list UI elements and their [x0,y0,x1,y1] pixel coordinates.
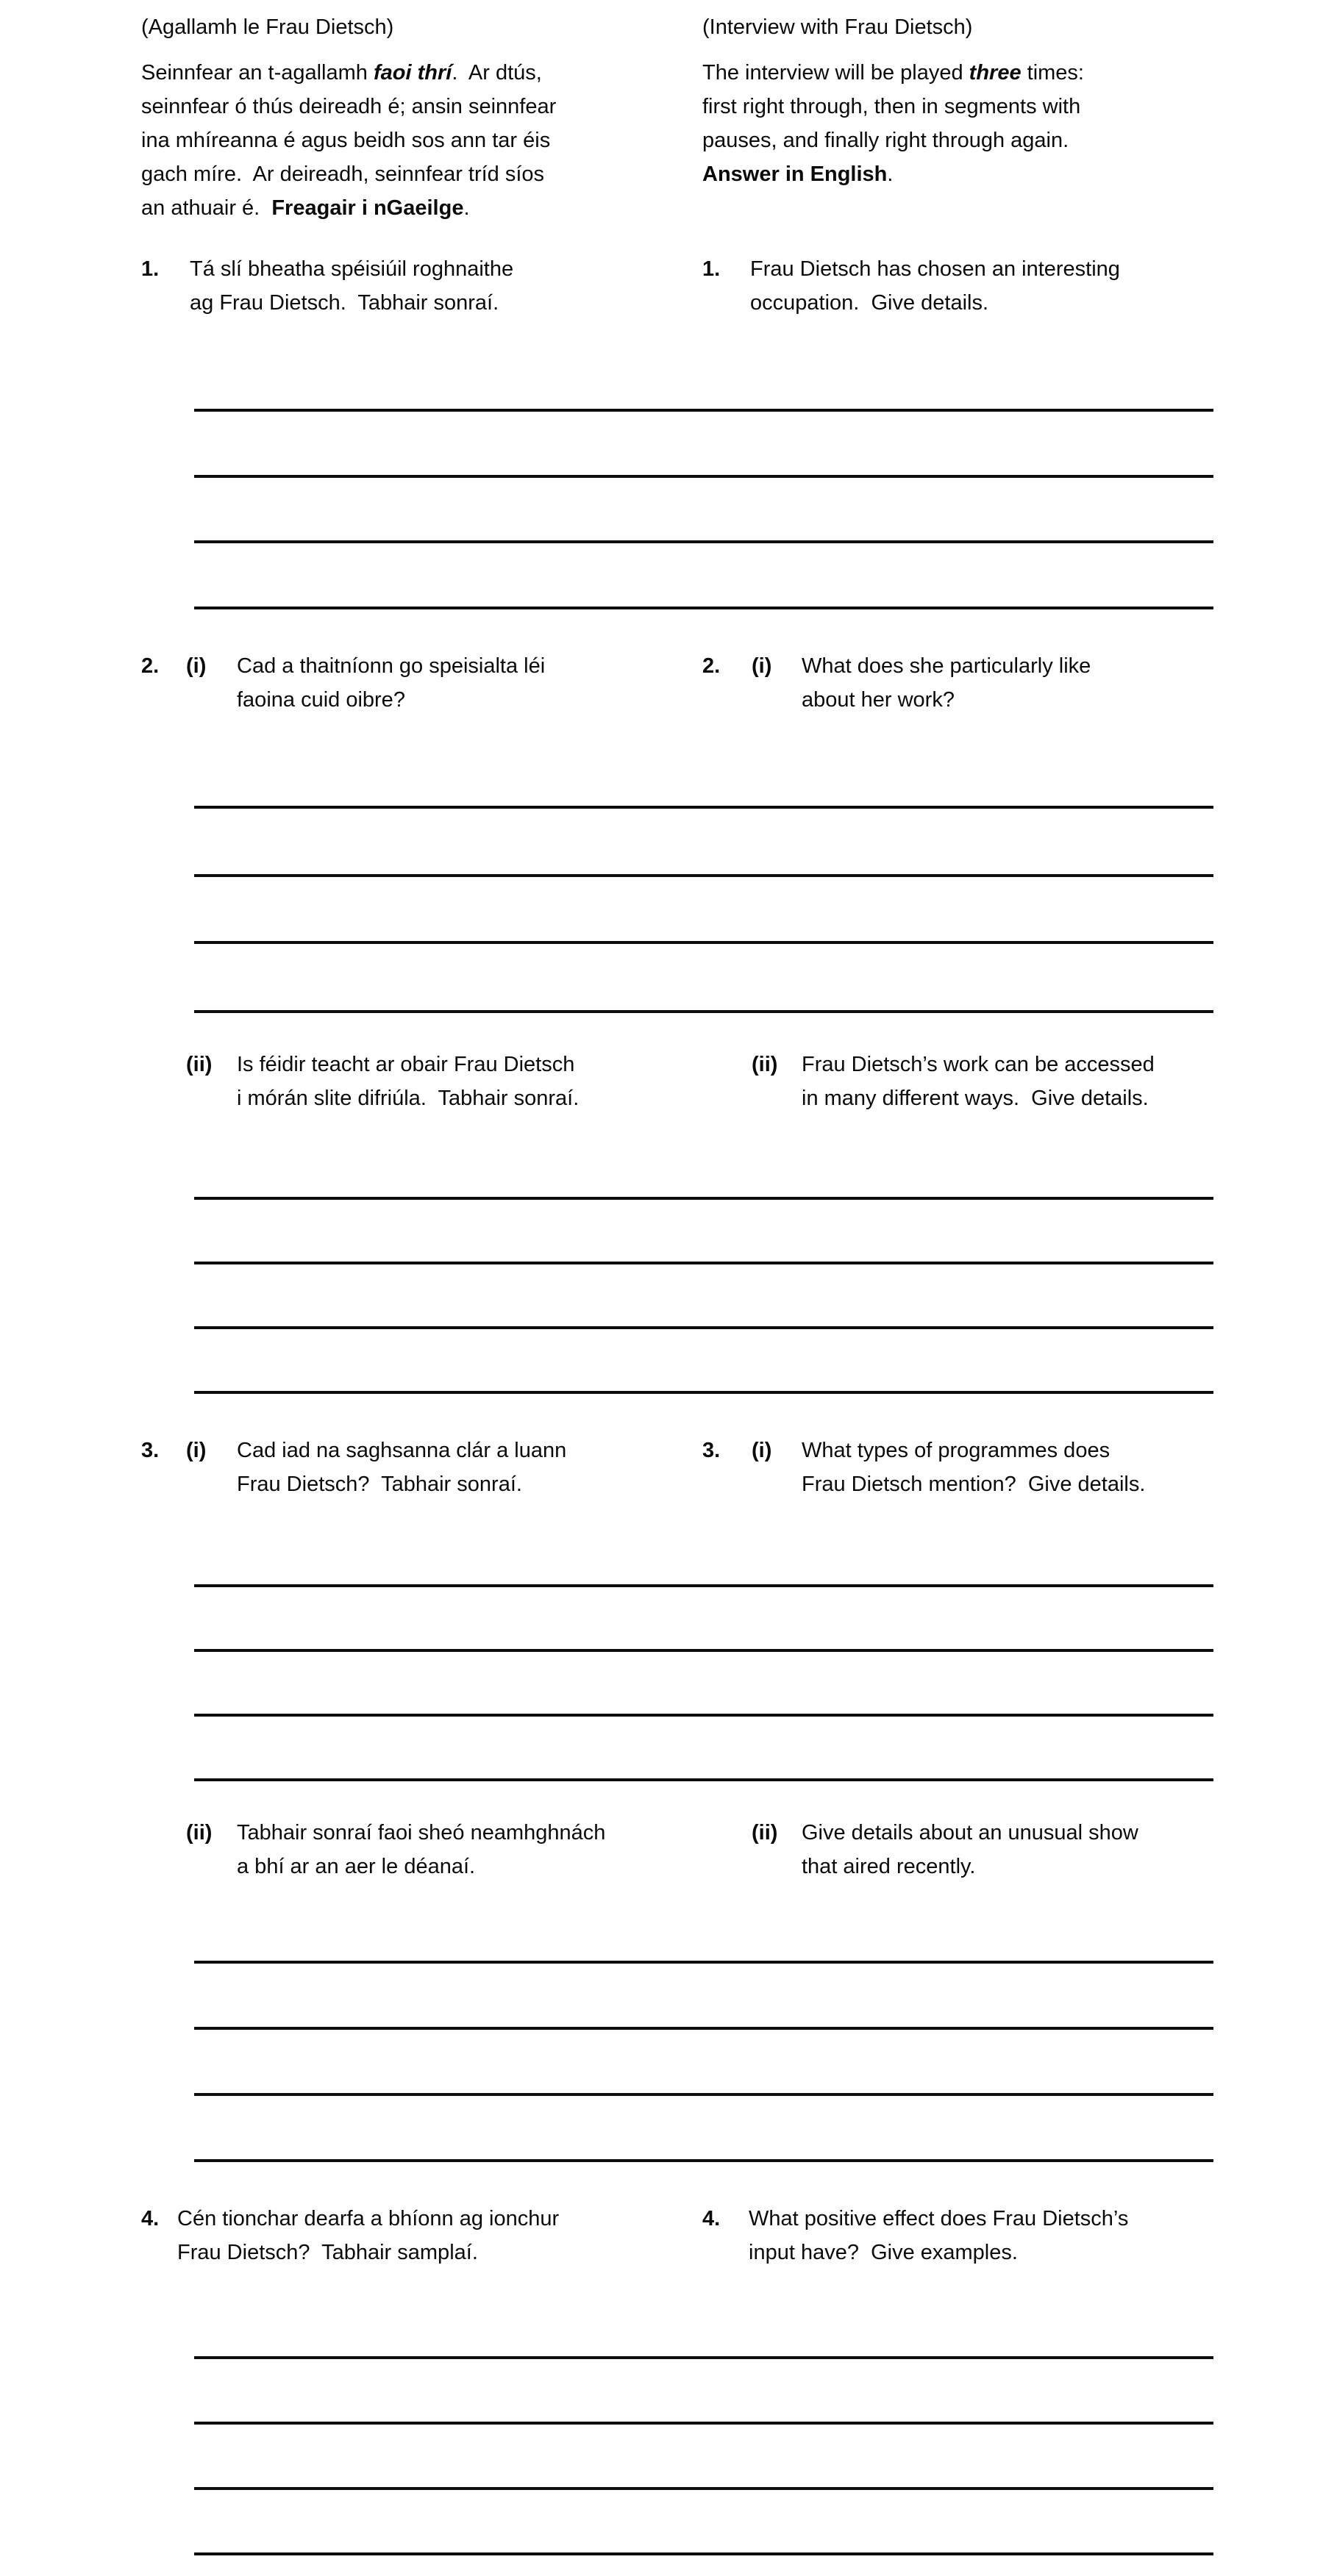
question-sub-number: (ii) [752,1053,778,1076]
answer-line [194,1326,1213,1329]
answer-line [194,2422,1213,2425]
text-line: What types of programmes does [802,1439,1110,1462]
text-line: Frau Dietsch’s work can be accessed [802,1053,1155,1076]
question-text-english [802,1434,1145,1501]
question-row-3ii [0,1816,1337,1883]
question-text-english [750,252,1120,320]
question-sub-number: (i) [752,1439,772,1462]
text-line: Give details about an unusual show [802,1821,1138,1845]
answer-line [194,2552,1213,2555]
question-row-4 [0,2202,1337,2269]
text-line: What does she particularly like [802,654,1091,678]
question-text-irish [190,252,513,320]
question-number: 3. [702,1439,721,1462]
question-number: 1. [141,257,160,281]
text-line: ina mhíreanna é agus beidh sos ann tar éis [141,129,551,152]
question-number: 4. [141,2207,160,2230]
text-line: Cén tionchar dearfa a bhíonn ag ionchur [177,2207,560,2230]
irish-header: (Agallamh le Frau Dietsch) [141,15,394,39]
text-line: that aired recently. [802,1855,976,1878]
question-sub-number: (ii) [752,1821,778,1845]
english-header: (Interview with Frau Dietsch) [702,15,973,39]
text-line: about her work? [802,688,955,712]
irish-instructions [141,56,556,225]
text-line: occupation. Give details. [750,291,989,315]
answer-line [194,1961,1213,1964]
answer-line [194,1262,1213,1264]
text-line: Frau Dietsch mention? Give details. [802,1473,1146,1496]
answer-line [194,1010,1213,1013]
answer-line [194,806,1213,809]
text-line: What positive effect does Frau Dietsch’s [749,2207,1129,2230]
question-sub-number: (i) [186,654,207,678]
question-number: 2. [141,654,160,678]
answer-line [194,2487,1213,2490]
question-number: 1. [702,257,721,281]
text-line: a bhí ar an aer le déanaí. [237,1855,476,1878]
answer-line [194,607,1213,609]
answer-line [194,409,1213,412]
text-line: Tabhair sonraí faoi sheó neamhghnách [237,1821,606,1845]
answer-line [194,1778,1213,1781]
question-number: 3. [141,1439,160,1462]
answer-line [194,2093,1213,2096]
question-number: 4. [702,2207,721,2230]
answer-line [194,2027,1213,2030]
text-line: Frau Dietsch? Tabhair samplaí. [177,2241,478,2264]
text-line: first right through, then in segments with [702,95,1081,118]
answer-line [194,2356,1213,2359]
question-text-english [802,649,1091,717]
question-number: 2. [702,654,721,678]
text-line: input have? Give examples. [749,2241,1018,2264]
text-line: ag Frau Dietsch. Tabhair sonraí. [190,291,499,315]
question-row-1 [0,252,1337,320]
question-text-irish [237,649,545,717]
text-line: faoina cuid oibre? [237,688,405,712]
question-text-irish [237,1048,579,1115]
question-row-2i [0,649,1337,717]
text-line: Answer in English. [702,162,894,186]
answer-line [194,941,1213,944]
text-line: Seinnfear an t-agallamh faoi thrí. Ar dtús, [141,61,542,85]
answer-line [194,1391,1213,1394]
answer-line [194,1197,1213,1200]
answer-line [194,475,1213,478]
text-line: an athuair é. Freagair i nGaeilge. [141,196,470,220]
question-text-irish [237,1816,605,1883]
text-line: Is féidir teacht ar obair Frau Dietsch [237,1053,575,1076]
answer-line [194,1649,1213,1652]
text-line: i mórán slite difriúla. Tabhair sonraí. [237,1087,580,1110]
text-line: seinnfear ó thús deireadh é; ansin seinnfear [141,95,557,118]
question-sub-number: (i) [186,1439,207,1462]
text-line: Tá slí bheatha spéisiúil roghnaithe [190,257,514,281]
text-line: in many different ways. Give details. [802,1087,1149,1110]
text-line: Frau Dietsch has chosen an interesting [750,257,1120,281]
question-text-english [802,1048,1155,1115]
question-text-english [749,2202,1128,2269]
question-row-2ii [0,1048,1337,1115]
question-sub-number: (ii) [186,1821,213,1845]
answer-line [194,874,1213,877]
question-sub-number: (i) [752,654,772,678]
answer-line [194,1584,1213,1587]
answer-line [194,540,1213,543]
text-line: The interview will be played three times: [702,61,1084,85]
question-text-irish [177,2202,559,2269]
question-row-3i [0,1434,1337,1501]
text-line: Frau Dietsch? Tabhair sonraí. [237,1473,522,1496]
text-line: Cad a thaitníonn go speisialta léi [237,654,546,678]
answer-line [194,1714,1213,1717]
text-line: gach míre. Ar deireadh, seinnfear tríd síos [141,162,545,186]
text-line: pauses, and finally right through again. [702,129,1069,152]
question-text-english [802,1816,1138,1883]
answer-line [194,2159,1213,2162]
english-instructions [702,56,1084,191]
question-text-irish [237,1434,566,1501]
question-sub-number: (ii) [186,1053,213,1076]
text-line: Cad iad na saghsanna clár a luann [237,1439,567,1462]
